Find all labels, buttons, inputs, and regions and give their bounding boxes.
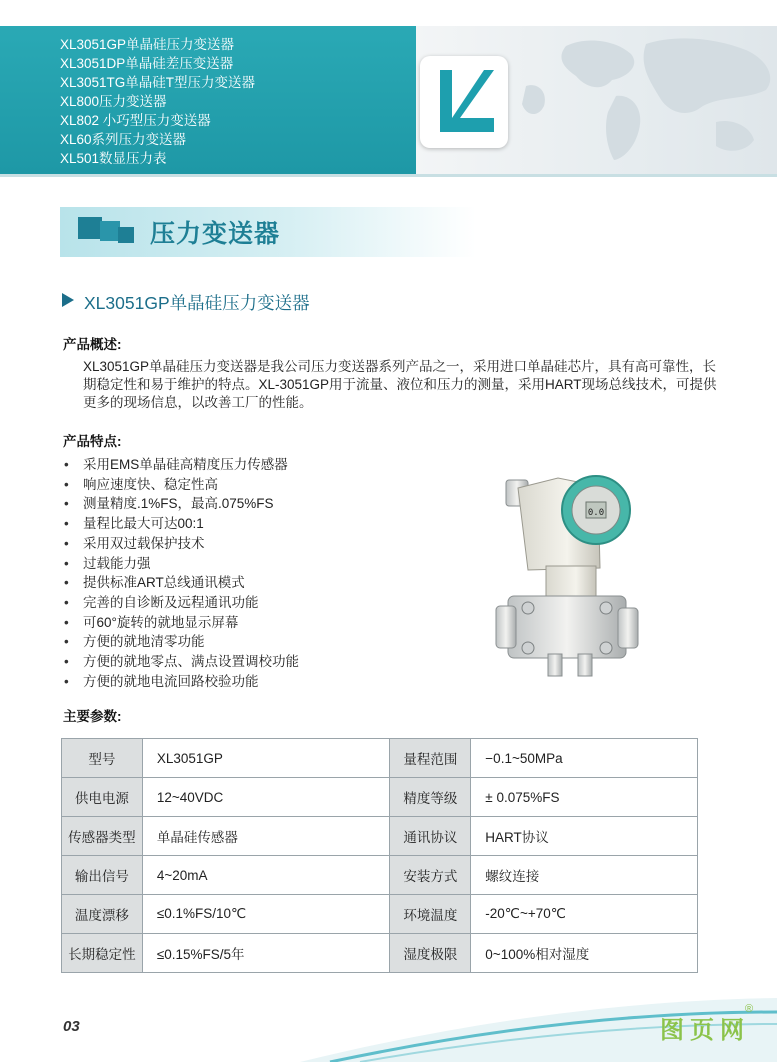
feature-item: • 可60°旋转的就地显示屏幕 bbox=[63, 613, 299, 633]
param-value: 螺纹连接 bbox=[471, 856, 698, 895]
overview-label: 产品概述: bbox=[63, 337, 122, 352]
watermark: 图页网 bbox=[660, 1017, 750, 1044]
param-value: ≤0.15%FS/5年 bbox=[142, 934, 390, 973]
feature-item: • 响应速度快、稳定性高 bbox=[63, 475, 299, 495]
param-label: 安装方式 bbox=[390, 856, 471, 895]
feature-item: • 方便的就地零点、满点设置调校功能 bbox=[63, 652, 299, 672]
squares-icon bbox=[78, 207, 158, 257]
display-reading: 0.0 bbox=[587, 508, 605, 518]
params-label: 主要参数: bbox=[63, 709, 122, 724]
header-divider bbox=[0, 174, 777, 177]
param-label: 通讯协议 bbox=[390, 817, 471, 856]
nav-line-xl802[interactable]: XL802 小巧型压力变送器 bbox=[60, 113, 211, 128]
param-label: 湿度极限 bbox=[390, 934, 471, 973]
param-value: 0~100%相对湿度 bbox=[471, 934, 698, 973]
param-value: 单晶硅传感器 bbox=[142, 817, 390, 856]
table-row bbox=[62, 895, 698, 934]
feature-item: • 采用双过载保护技术 bbox=[63, 534, 299, 554]
table-row bbox=[62, 817, 698, 856]
feature-item: • 量程比最大可达00:1 bbox=[63, 514, 299, 534]
feature-item: • 方便的就地清零功能 bbox=[63, 632, 299, 652]
param-label: 传感器类型 bbox=[62, 817, 143, 856]
param-label: 输出信号 bbox=[62, 856, 143, 895]
param-value: −0.1~50MPa bbox=[471, 739, 698, 778]
params-table bbox=[61, 738, 698, 973]
section-title: 压力变送器 bbox=[150, 220, 281, 248]
watermark-registered-mark: ® bbox=[745, 1003, 754, 1015]
feature-item: • 过载能力强 bbox=[63, 554, 299, 574]
param-value: HART协议 bbox=[471, 817, 698, 856]
features-label: 产品特点: bbox=[63, 434, 122, 449]
overview-text: XL3051GP单晶硅压力变送器是我公司压力变送器系列产品之一，采用进口单晶硅芯片，具有高可靠性，长期稳定性和易于维护的特点。XL-3051GP用于流量、液位和压力的测量，采用HART现场总线技术，可提供更多的现场信息，以改善工厂的性能。 bbox=[83, 359, 717, 410]
param-value: ± 0.075%FS bbox=[471, 778, 698, 817]
nav-line-xl3051gp[interactable]: XL3051GP单晶硅压力变送器 bbox=[60, 37, 235, 52]
param-value: 12~40VDC bbox=[142, 778, 390, 817]
feature-item: • 方便的就地电流回路校验功能 bbox=[63, 672, 299, 692]
param-label: 精度等级 bbox=[390, 778, 471, 817]
brand-logo bbox=[420, 56, 508, 148]
nav-line-xl3051dp[interactable]: XL3051DP单晶硅差压变送器 bbox=[60, 56, 234, 71]
page-number: 03 bbox=[63, 1018, 80, 1035]
brand-logo-icon bbox=[420, 56, 508, 148]
param-label: 供电电源 bbox=[62, 778, 143, 817]
param-value: 4~20mA bbox=[142, 856, 390, 895]
param-label: 长期稳定性 bbox=[62, 934, 143, 973]
table-row bbox=[62, 934, 698, 973]
feature-item: • 完善的自诊断及远程通讯功能 bbox=[63, 593, 299, 613]
param-value: -20℃~+70℃ bbox=[471, 895, 698, 934]
header-teal-panel bbox=[0, 26, 416, 174]
feature-item: • 采用EMS单晶硅高精度压力传感器 bbox=[63, 455, 299, 475]
feature-item: • 测量精度.1%FS，最高.075%FS bbox=[63, 494, 299, 514]
product-heading: XL3051GP单晶硅压力变送器 bbox=[84, 293, 310, 313]
nav-line-xl501[interactable]: XL501数显压力表 bbox=[60, 151, 167, 166]
pressure-transmitter-image bbox=[488, 458, 648, 688]
param-label: 环境温度 bbox=[390, 895, 471, 934]
param-label: 型号 bbox=[62, 739, 143, 778]
nav-line-xl800[interactable]: XL800压力变送器 bbox=[60, 94, 167, 109]
feature-item: • 提供标准ART总线通讯模式 bbox=[63, 573, 299, 593]
nav-line-xl3051tg[interactable]: XL3051TG单晶硅T型压力变送器 bbox=[60, 75, 256, 90]
features-list bbox=[63, 455, 299, 691]
param-label: 温度漂移 bbox=[62, 895, 143, 934]
triangle-bullet-icon bbox=[62, 293, 74, 307]
nav-line-xl60[interactable]: XL60系列压力变送器 bbox=[60, 132, 187, 147]
param-value: ≤0.1%FS/10℃ bbox=[142, 895, 390, 934]
table-row bbox=[62, 739, 698, 778]
table-row bbox=[62, 856, 698, 895]
table-row bbox=[62, 778, 698, 817]
param-label: 量程范围 bbox=[390, 739, 471, 778]
param-value: XL3051GP bbox=[142, 739, 390, 778]
